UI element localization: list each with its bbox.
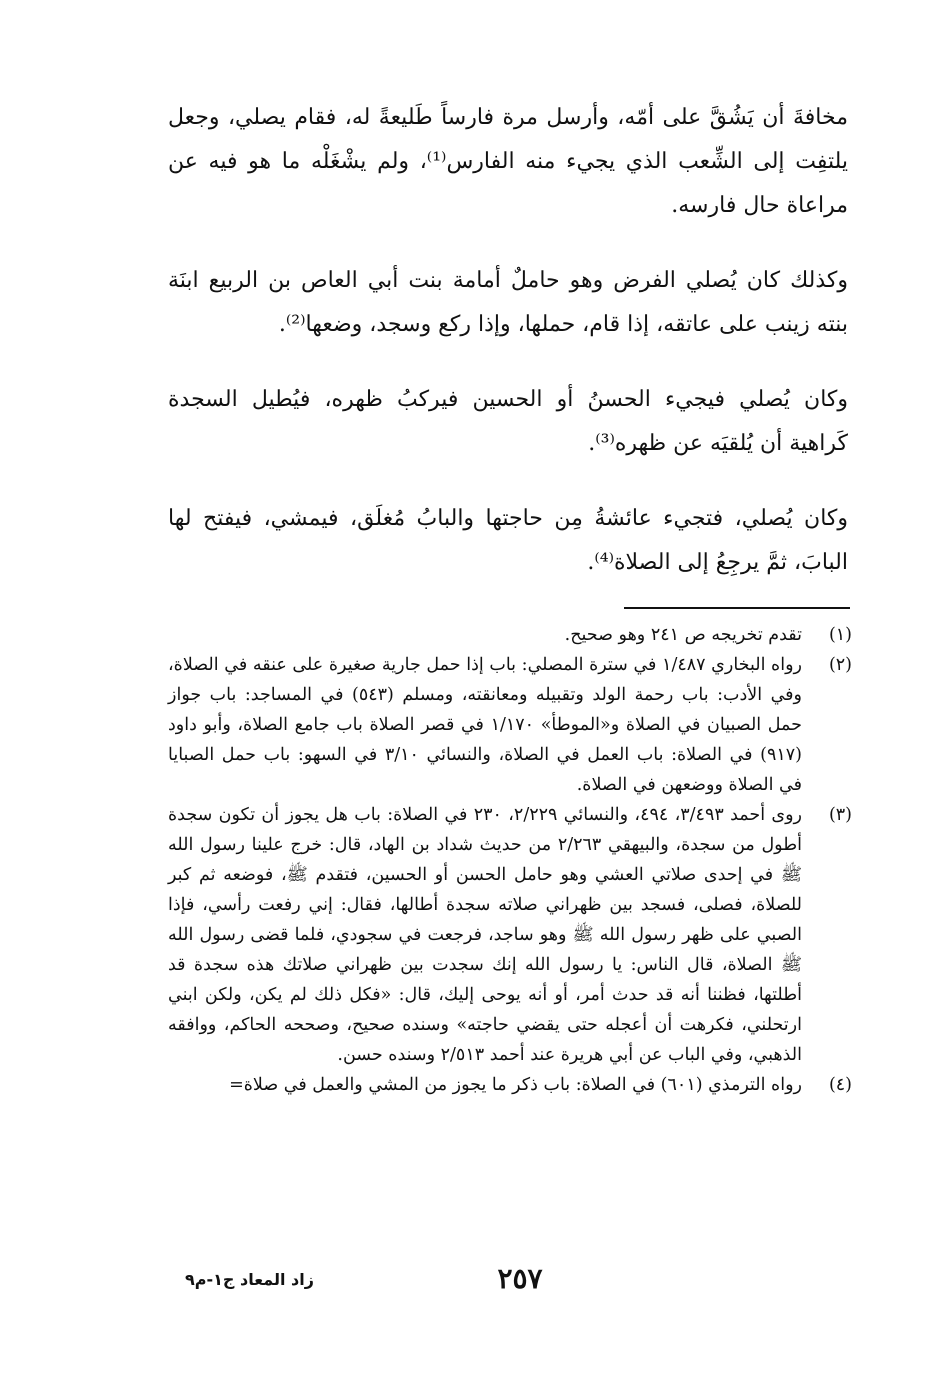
main-text bbox=[168, 96, 848, 616]
footnotes bbox=[168, 620, 858, 1100]
footnote-divider bbox=[624, 607, 850, 609]
footnote bbox=[168, 650, 858, 800]
paragraph: مخافةَ أن يَشُقَّ على أمّه، وأرسل مرة فارساً طَليعةً له، فقام يصلي، وجعل يلتفِت إلى الشِّعب الذي يجيء منه الفارس⁽¹⁾، ولم يشْغَلْه ما هو فيه عن مراعاة حال فارسه. bbox=[168, 105, 848, 218]
footnote-text: رواه البخاري ١/٤٨٧ في سترة المصلي: باب إذا حمل جارية صغيرة على عنقه في الصلاة، وفي الأدب: باب رحمة الولد وتقبيله ومعانقته، ومسلم (٥٤٣) في المساجد: باب جواز حمل الصبيان في الصلاة و«الموطأ» ١/١٧٠ في قصر الصلاة باب جامع الصلاة، وأبو داود (٩١٧) في الصلاة: باب العمل في الصلاة، والنسائي ٣/١٠ في السهو: باب حمل الصبايا في الصلاة ووضعهن في الصلاة. bbox=[168, 655, 802, 795]
footnote bbox=[168, 620, 858, 650]
footnote-number: (٣) bbox=[828, 805, 852, 825]
footnote-text: رواه الترمذي (٦٠١) في الصلاة: باب ذكر ما يجوز من المشي والعمل في صلاة= bbox=[229, 1075, 802, 1095]
volume-signature: زاد المعاد ج١-م٩ bbox=[185, 1270, 314, 1289]
page-number: ٢٥٧ bbox=[497, 1262, 543, 1295]
footnote-number: (١) bbox=[828, 625, 852, 645]
footnote-number: (٢) bbox=[828, 655, 852, 675]
page-footer bbox=[180, 1262, 860, 1302]
footnote bbox=[168, 1070, 858, 1100]
paragraph: وكذلك كان يُصلي الفرض وهو حاملٌ أمامة بنت أبي العاص بن الربيع ابنَة بنته زينب على عاتقه، إذا قام، حملها، وإذا ركع وسجد، وضعها⁽²⁾. bbox=[168, 268, 848, 337]
footnote-text: تقدم تخريجه ص ٢٤١ وهو صحيح. bbox=[564, 625, 802, 645]
footnote bbox=[168, 800, 858, 1070]
paragraph: وكان يُصلي، فتجيء عائشةُ مِن حاجتها والبابُ مُغلَق، فيمشي، فيفتح لها البابَ، ثمَّ يرجِعُ إلى الصلاة⁽⁴⁾. bbox=[168, 506, 848, 575]
footnote-text: روى أحمد ٣/٤٩٣، ٤٩٤، والنسائي ٢/٢٢٩، ٢٣٠ في الصلاة: باب هل يجوز أن تكون سجدة أطول من سجدة، والبيهقي ٢/٢٦٣ من حديث شداد بن الهاد، قال: خرج علينا رسول الله ﷺ في إحدى صلاتي العشي وهو حامل الحسن أو الحسين، فتقدم ﷺ، فوضعه ثم كبر للصلاة، فصلى، فسجد بين ظهراني صلاته سجدة أطالها، فقال: إني رفعت رأسي، فإذا الصبي على ظهر رسول الله ﷺ وهو ساجد، فرجعت في سجودي، فلما قضى رسول الله ﷺ الصلاة، قال الناس: يا رسول الله إنك سجدت بين ظهراني صلاتك هذه سجدة قد أطلتها، فظننا أنه قد حدث أمر، أو أنه يوحى إليك، قال: «فكل ذلك لم يكن، ولكن ابني ارتحلني، فكرهت أن أعجله حتى يقضي حاجته» وسنده صحيح، وصححه الحاكم، ووافقه الذهبي، وفي الباب عن أبي هريرة عند أحمد ٢/٥١٣ وسنده حسن. bbox=[168, 805, 802, 1065]
paragraph: وكان يُصلي فيجيء الحسنُ أو الحسين فيركبُ ظهره، فيُطيل السجدة كَراهية أن يُلقيَه عن ظهره⁽³⁾. bbox=[168, 387, 848, 456]
footnote-number: (٤) bbox=[828, 1075, 852, 1095]
